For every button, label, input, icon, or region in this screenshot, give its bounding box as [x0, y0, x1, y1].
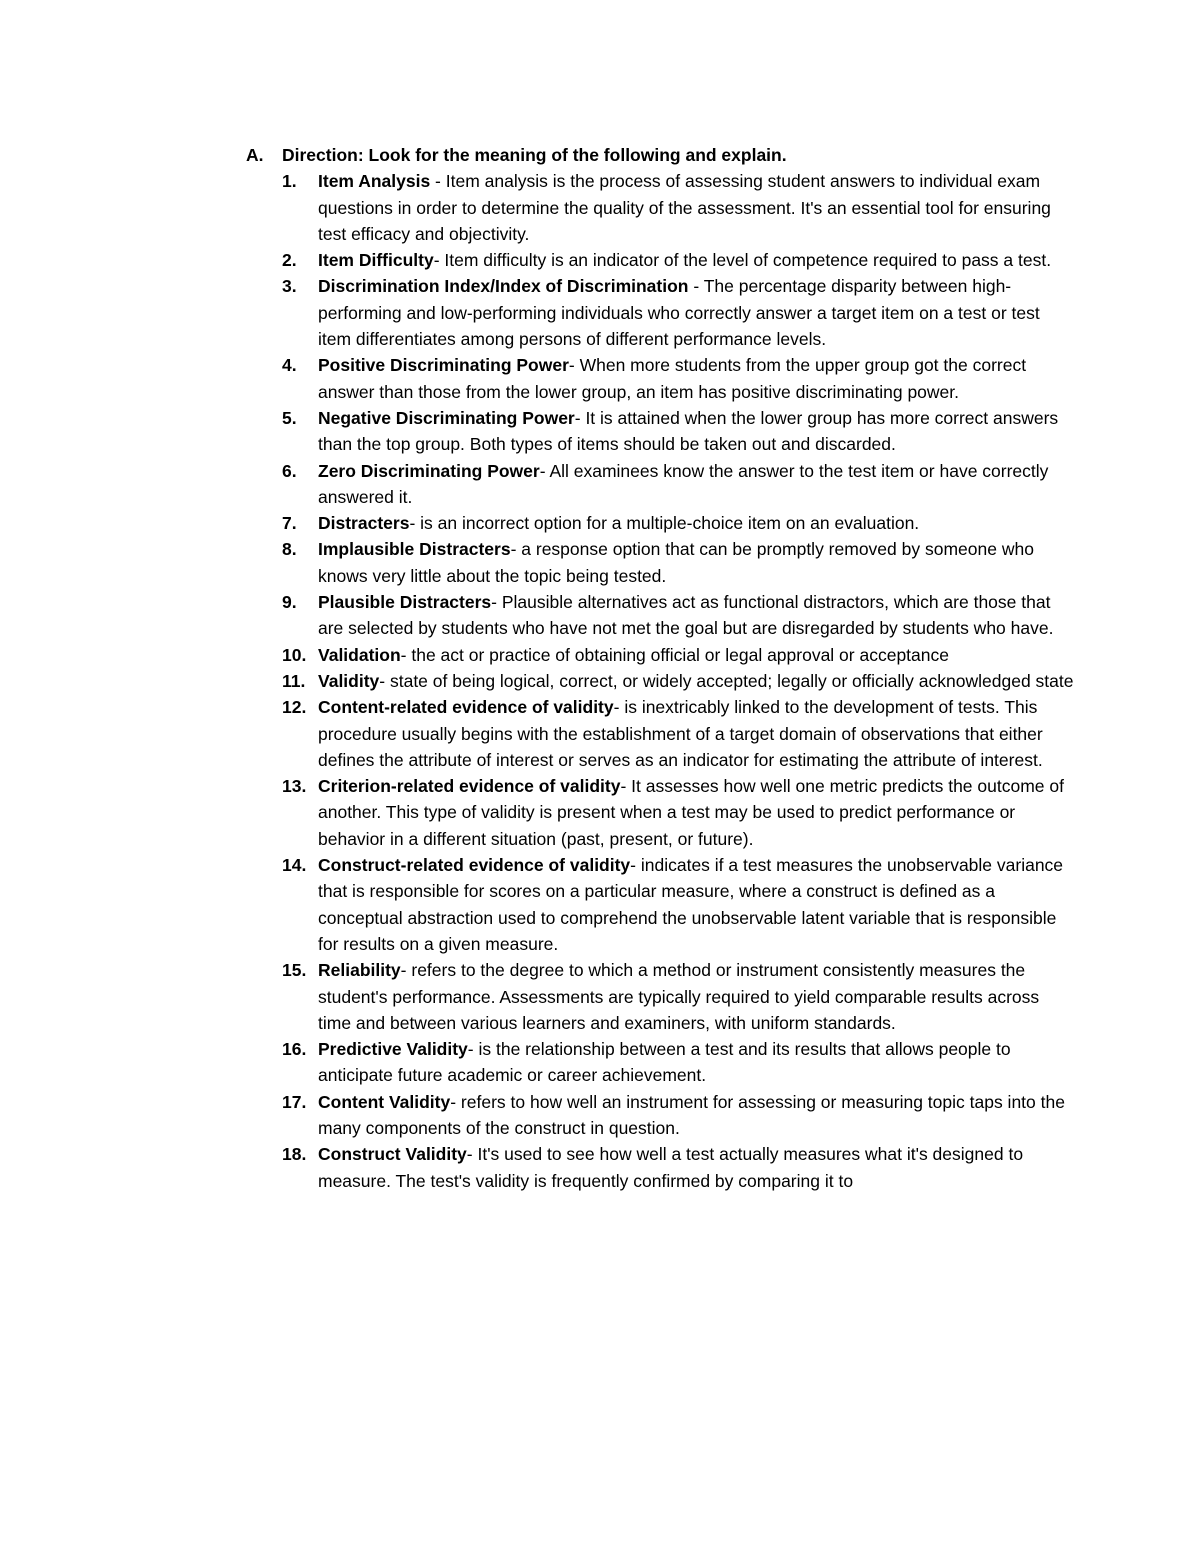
- item-number: 3.: [282, 276, 297, 297]
- item-definition: - refers to the degree to which a method or instrument consistently measures the student's performance. Assessments are typically required to yield comparable results across time and between various learners and examiners, with uniform standards.: [318, 960, 1040, 1033]
- item-definition: - Item difficulty is an indicator of the level of competence required to pass a test.: [433, 250, 1052, 271]
- item-text: [318, 352, 1076, 405]
- item-definition: - Plausible alternatives act as functional distractors, which are those that are selected by students who have not met the goal but are disregarded by students who have.: [318, 592, 1054, 639]
- item-number: 2.: [282, 250, 297, 271]
- section-heading: [246, 142, 1076, 168]
- item-number: 18.: [282, 1144, 307, 1165]
- section-title: Direction: Look for the meaning of the following and explain.: [282, 145, 787, 165]
- item-definition: - Item analysis is the process of assessing student answers to individual exam questions in order to determine the quality of the assessment. It's an essential tool for ensuring test efficacy and objectivity.: [318, 171, 1051, 244]
- item-term: Validity: [318, 670, 380, 691]
- list-item: [282, 589, 1076, 642]
- item-number: 8.: [282, 539, 297, 560]
- item-text: [318, 536, 1076, 589]
- item-term: Plausible Distracters: [318, 592, 492, 613]
- list-item: [282, 458, 1076, 511]
- item-term: Negative Discriminating Power: [318, 407, 575, 428]
- item-term: Content Validity: [318, 1091, 451, 1112]
- list-item: [282, 957, 1076, 1036]
- item-term: Item Analysis: [318, 171, 431, 192]
- item-term: Item Difficulty: [318, 250, 434, 271]
- item-text: [318, 1141, 1076, 1194]
- item-term: Content-related evidence of validity: [318, 697, 614, 718]
- list-item: [282, 642, 1076, 668]
- item-number: 15.: [282, 960, 307, 981]
- list-item: [282, 273, 1076, 352]
- item-definition: - the act or practice of obtaining official or legal approval or acceptance: [400, 644, 949, 665]
- list-item: [282, 1036, 1076, 1089]
- item-definition: - All examinees know the answer to the test item or have correctly answered it.: [318, 460, 1049, 507]
- item-term: Validation: [318, 644, 401, 665]
- definitions-list: [246, 168, 1076, 1194]
- list-item: [282, 668, 1076, 694]
- item-definition: - It is attained when the lower group has more correct answers than the top group. Both types of items should be taken out and discarded.: [318, 407, 1059, 455]
- item-text: [318, 957, 1076, 1036]
- list-item: [282, 1141, 1076, 1194]
- item-number: 16.: [282, 1039, 307, 1060]
- item-term: Discrimination Index/Index of Discrimination: [318, 276, 689, 297]
- item-term: Positive Discriminating Power: [318, 355, 569, 376]
- item-text: [318, 405, 1076, 458]
- item-number: 11.: [282, 670, 306, 691]
- item-number: 10.: [282, 644, 307, 665]
- item-term: Construct Validity: [318, 1144, 467, 1165]
- item-text: [318, 852, 1076, 957]
- item-definition: - indicates if a test measures the unobservable variance that is responsible for scores on a particular measure, where a construct is defined as a conceptual abstraction used to comprehend the unobservable latent variable that is responsible for results on a given measure.: [318, 855, 1064, 954]
- list-item: [282, 773, 1076, 852]
- item-text: [318, 247, 1076, 273]
- item-text: [318, 1089, 1076, 1142]
- item-text: [318, 168, 1076, 247]
- list-item: [282, 247, 1076, 273]
- item-number: 12.: [282, 697, 307, 718]
- item-number: 17.: [282, 1091, 307, 1112]
- item-number: 1.: [282, 171, 297, 192]
- item-definition: - It's used to see how well a test actually measures what it's designed to measure. The test's validity is frequently confirmed by comparing it to: [318, 1144, 1024, 1191]
- item-number: 9.: [282, 592, 297, 613]
- item-definition: - is an incorrect option for a multiple-choice item on an evaluation.: [409, 513, 920, 534]
- item-text: [318, 458, 1076, 511]
- item-definition: - is inextricably linked to the development of tests. This procedure usually begins with the establishment of a target domain of observations that either defines the attribute of interest or serves as an indicator for estimating the attribute of interest.: [318, 697, 1043, 770]
- list-item: [282, 405, 1076, 458]
- item-definition: - When more students from the upper group got the correct answer than those from the lower group, an item has positive discriminating power.: [318, 355, 1027, 402]
- item-number: 7.: [282, 513, 297, 534]
- item-number: 13.: [282, 776, 307, 797]
- item-definition: - It assesses how well one metric predicts the outcome of another. This type of validity is present when a test may be used to predict performance or behavior in a different situation (past, present, or future).: [318, 776, 1064, 849]
- item-term: Zero Discriminating Power: [318, 460, 540, 481]
- item-term: Reliability: [318, 960, 401, 981]
- item-number: 5.: [282, 407, 297, 428]
- list-item: [282, 852, 1076, 957]
- section-letter: A.: [246, 145, 264, 165]
- item-term: Construct-related evidence of validity: [318, 855, 631, 876]
- item-term: Criterion-related evidence of validity: [318, 776, 621, 797]
- item-definition: - state of being logical, correct, or widely accepted; legally or officially acknowledged state: [379, 670, 1074, 691]
- item-number: 6.: [282, 460, 297, 481]
- list-item: [282, 694, 1076, 773]
- list-item: [282, 536, 1076, 589]
- item-definition: - refers to how well an instrument for assessing or measuring topic taps into the many components of the construct in question.: [318, 1091, 1065, 1138]
- item-definition: - The percentage disparity between high-performing and low-performing individuals who correctly answer a target item on a test or test item differentiates among persons of different performance levels.: [318, 276, 1040, 350]
- item-text: [318, 642, 1076, 668]
- item-term: Predictive Validity: [318, 1039, 468, 1060]
- item-definition: - a response option that can be promptly removed by someone who knows very little about the topic being tested.: [318, 539, 1034, 586]
- item-definition: - is the relationship between a test and its results that allows people to anticipate future academic or career achievement.: [318, 1039, 1011, 1086]
- item-text: [318, 1036, 1076, 1089]
- item-text: [318, 773, 1076, 852]
- section-a: [246, 142, 1076, 1194]
- item-number: 4.: [282, 355, 297, 376]
- item-text: [318, 694, 1076, 773]
- item-term: Implausible Distracters: [318, 539, 511, 560]
- list-item: [282, 510, 1076, 536]
- item-term: Distracters: [318, 513, 410, 534]
- list-item: [282, 168, 1076, 247]
- item-text: [318, 589, 1076, 642]
- item-text: [318, 668, 1076, 694]
- list-item: [282, 1089, 1076, 1142]
- list-item: [282, 352, 1076, 405]
- item-text: [318, 510, 1076, 536]
- item-number: 14.: [282, 855, 307, 876]
- item-text: [318, 273, 1076, 352]
